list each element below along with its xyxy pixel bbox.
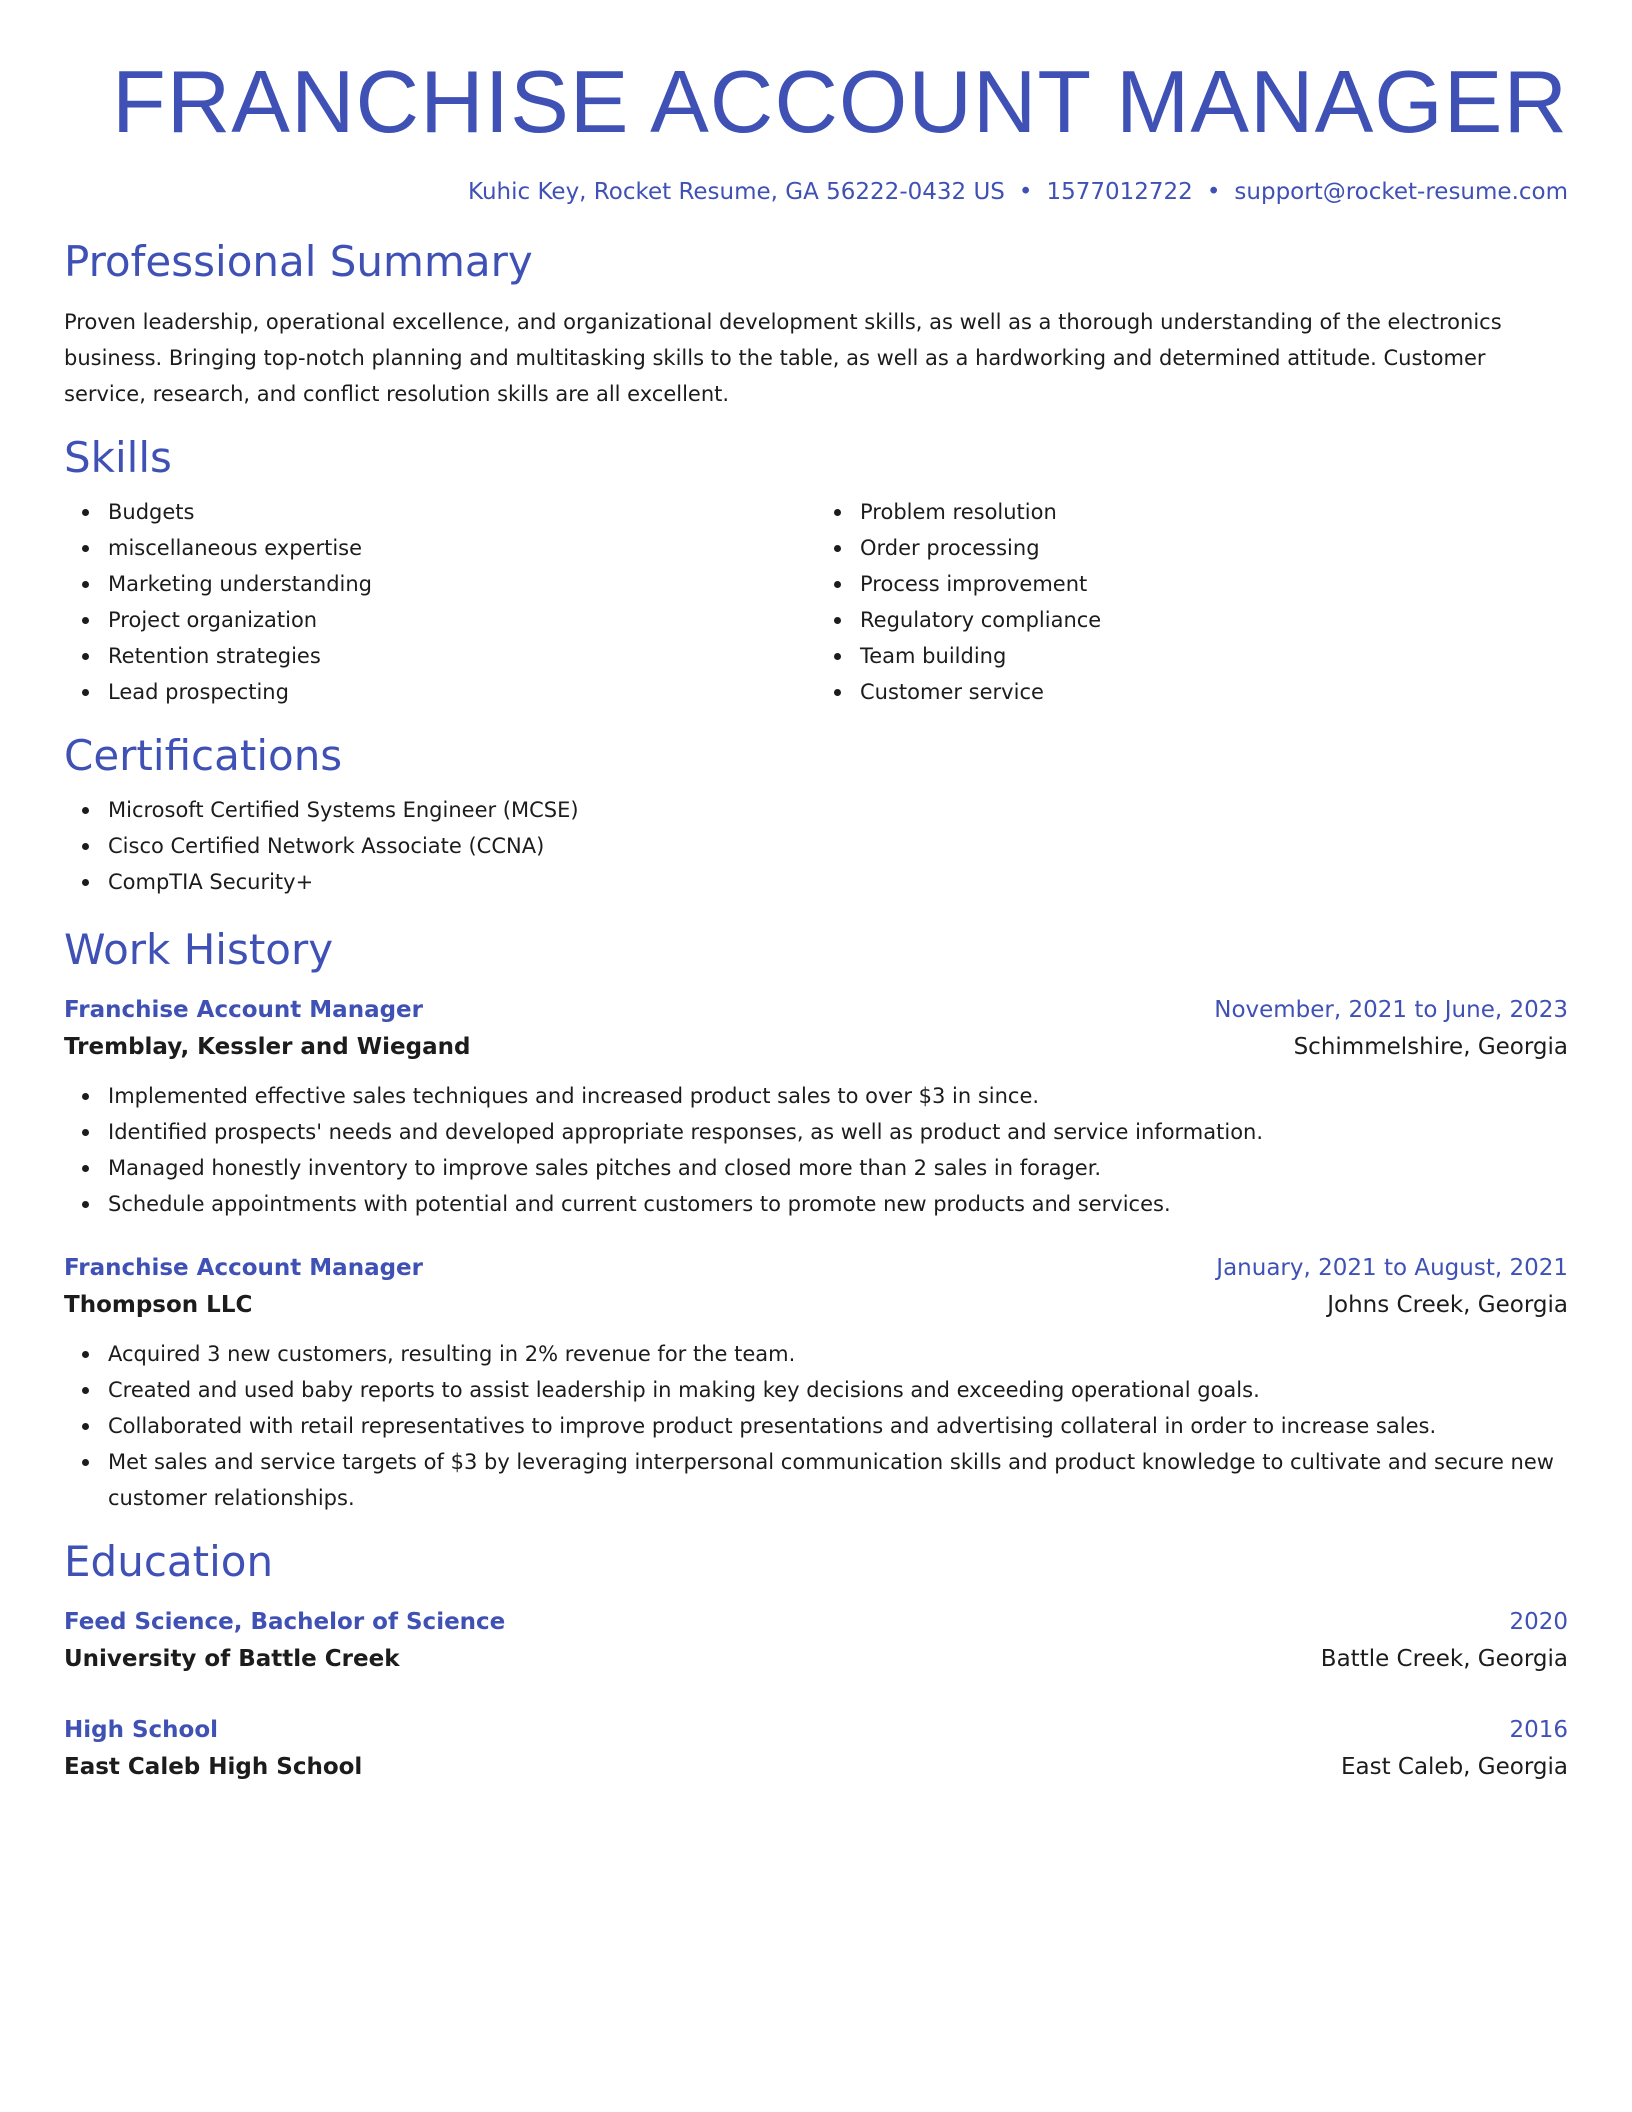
- education-year: 2016: [1509, 1717, 1568, 1743]
- skills-list-left: [64, 494, 816, 710]
- education-school: University of Battle Creek: [64, 1646, 400, 1672]
- job-dates: November, 2021 to June, 2023: [1214, 997, 1568, 1023]
- skill-item: Marketing understanding: [108, 566, 816, 602]
- education-degree: Feed Science, Bachelor of Science: [64, 1609, 506, 1635]
- summary-heading: Professional Summary: [64, 237, 533, 286]
- education-degree: High School: [64, 1717, 219, 1743]
- education-degree-row: [64, 1604, 1568, 1640]
- job-bullet: Implemented effective sales techniques and increased product sales to over $3 in since.: [108, 1078, 1568, 1114]
- skills-list-right: [816, 494, 1568, 710]
- job-bullets: [64, 1078, 1568, 1222]
- job-entry: [64, 1250, 1568, 1516]
- certifications-section: [64, 728, 1568, 900]
- skill-item: Process improvement: [860, 566, 1568, 602]
- contact-email[interactable]: support@rocket-resume.com: [1234, 179, 1568, 205]
- summary-section: [64, 234, 1568, 412]
- education-location: East Caleb, Georgia: [1340, 1754, 1568, 1780]
- education-entry: [64, 1604, 1568, 1678]
- skills-heading: Skills: [64, 433, 172, 482]
- education-school-row: [64, 1748, 1568, 1786]
- skill-item: Project organization: [108, 602, 816, 638]
- contact-phone: 1577012722: [1046, 179, 1193, 205]
- education-year: 2020: [1509, 1609, 1568, 1635]
- education-location: Battle Creek, Georgia: [1320, 1646, 1568, 1672]
- job-bullet: Managed honestly inventory to improve sales pitches and closed more than 2 sales in forager.: [108, 1150, 1568, 1186]
- job-bullet: Acquired 3 new customers, resulting in 2% revenue for the team.: [108, 1336, 1568, 1372]
- work-history-section: [64, 922, 1568, 1516]
- skill-item: Retention strategies: [108, 638, 816, 674]
- job-title-row: [64, 992, 1568, 1028]
- certification-item: CompTIA Security+: [108, 864, 1568, 900]
- job-bullet: Collaborated with retail representatives to improve product presentations and advertising collateral in order to increase sales.: [108, 1408, 1568, 1444]
- education-school-row: [64, 1640, 1568, 1678]
- job-dates: January, 2021 to August, 2021: [1216, 1255, 1568, 1281]
- job-location: Schimmelshire, Georgia: [1293, 1034, 1568, 1060]
- job-entry: [64, 992, 1568, 1222]
- job-company: Thompson LLC: [64, 1292, 253, 1318]
- skill-item: Lead prospecting: [108, 674, 816, 710]
- job-title: Franchise Account Manager: [64, 997, 423, 1023]
- certifications-heading: Certifications: [64, 731, 343, 780]
- skill-item: miscellaneous expertise: [108, 530, 816, 566]
- job-bullet: Met sales and service targets of $3 by leveraging interpersonal communication skills and product knowledge to cultivate and secure new customer relationships.: [108, 1444, 1568, 1516]
- skill-item: Budgets: [108, 494, 816, 530]
- skill-item: Regulatory compliance: [860, 602, 1568, 638]
- summary-text: Proven leadership, operational excellence, and organizational development skills, as well as a thorough understanding of the electronics business. Bringing top-notch planning and multitasking skills to the table, as well as a hardworking and determined attitude. Customer service, research, and conflict resolution skills are all excellent.: [64, 310, 1502, 406]
- education-entry: [64, 1712, 1568, 1786]
- skill-item: Order processing: [860, 530, 1568, 566]
- job-bullet: Created and used baby reports to assist leadership in making key decisions and exceeding operational goals.: [108, 1372, 1568, 1408]
- job-title-row: [64, 1250, 1568, 1286]
- job-company-row: [64, 1028, 1568, 1066]
- resume-title: FRANCHISE ACCOUNT MANAGER: [112, 52, 1568, 151]
- skill-item: Problem resolution: [860, 494, 1568, 530]
- education-section: [64, 1534, 1568, 1786]
- job-company-row: [64, 1286, 1568, 1324]
- education-degree-row: [64, 1712, 1568, 1748]
- skill-item: Customer service: [860, 674, 1568, 710]
- job-title: Franchise Account Manager: [64, 1255, 423, 1281]
- contact-separator: •: [1018, 179, 1033, 205]
- contact-address: Kuhic Key, Rocket Resume, GA 56222-0432 US: [468, 179, 1005, 205]
- job-bullets: [64, 1336, 1568, 1516]
- education-school: East Caleb High School: [64, 1754, 363, 1780]
- job-bullet: Schedule appointments with potential and current customers to promote new products and services.: [108, 1186, 1568, 1222]
- skills-grid: [64, 486, 1568, 710]
- job-bullet: Identified prospects' needs and developed appropriate responses, as well as product and service information.: [108, 1114, 1568, 1150]
- skill-item: Team building: [860, 638, 1568, 674]
- contact-separator: •: [1206, 179, 1221, 205]
- education-heading: Education: [64, 1537, 274, 1586]
- job-location: Johns Creek, Georgia: [1327, 1292, 1568, 1318]
- work-history-heading: Work History: [64, 925, 334, 974]
- certification-item: Microsoft Certified Systems Engineer (MCSE): [108, 792, 1568, 828]
- job-company: Tremblay, Kessler and Wiegand: [64, 1034, 471, 1060]
- certifications-list: [64, 792, 1568, 900]
- certification-item: Cisco Certified Network Associate (CCNA): [108, 828, 1568, 864]
- contact-line: [64, 176, 1568, 208]
- skills-section: [64, 430, 1568, 710]
